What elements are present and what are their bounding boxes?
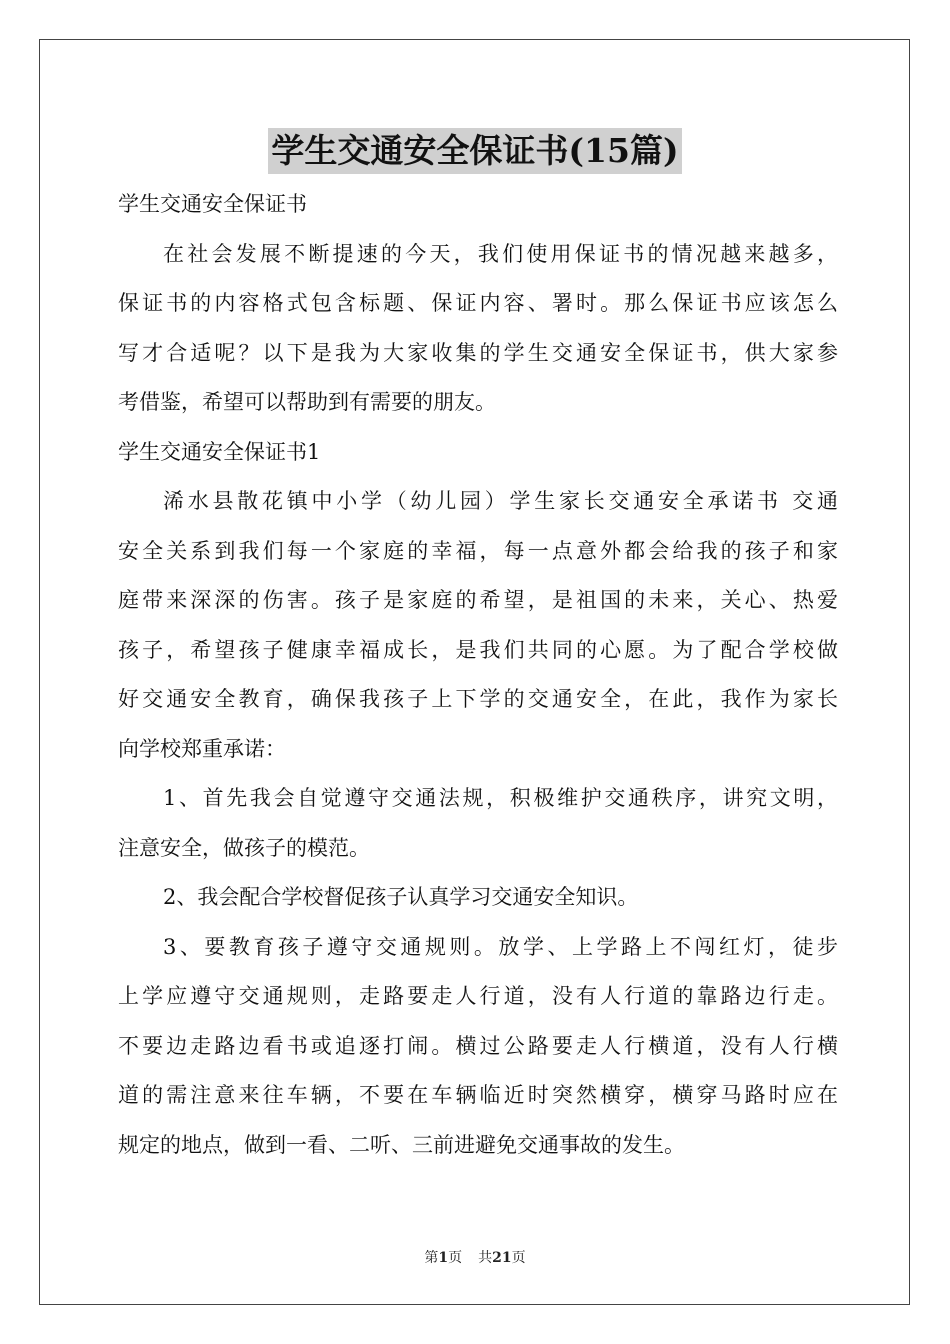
body-line: 浠水县散花镇中小学（幼儿园）学生家长交通安全承诺书 交通: [163, 489, 838, 513]
body-line: 道的需注意来往车辆，不要在车辆临近时突然横穿，横穿马路时应在: [118, 1083, 838, 1107]
body-line: 3、要教育孩子遵守交通规则。放学、上学路上不闯红灯，徒步: [163, 934, 838, 959]
body-line: 学生交通安全保证书1: [118, 439, 321, 464]
body-line: 在社会发展不断提速的今天，我们使用保证书的情况越来越多，: [163, 241, 838, 266]
page-total: 21: [492, 1250, 512, 1266]
page-footer: [0, 1248, 950, 1268]
body-line: 孩子，希望孩子健康幸福成长，是我们共同的心愿。为了配合学校做: [118, 637, 838, 662]
body-line: 上学应遵守交通规则，走路要走人行道，没有人行道的靠路边行走。: [118, 984, 838, 1008]
document-title: 学生交通安全保证书(15篇): [268, 128, 681, 174]
total-prefix: 共: [478, 1250, 493, 1266]
body-line: 写才合适呢？以下是我为大家收集的学生交通安全保证书，供大家参: [118, 340, 838, 365]
body-line: 考借鉴，希望可以帮助到有需要的朋友。: [118, 390, 496, 414]
body-line: 保证书的内容格式包含标题、保证内容、署时。那么保证书应该怎么: [118, 291, 838, 315]
body-line: 规定的地点，做到一看、二听、三前进避免交通事故的发生。: [118, 1132, 685, 1157]
page-current: 1: [438, 1250, 449, 1266]
title-container: [0, 128, 950, 174]
body-line: 庭带来深深的伤害。孩子是家庭的希望，是祖国的未来，关心、热爱: [118, 588, 838, 612]
page-prefix: 第: [424, 1250, 439, 1266]
body-line: 学生交通安全保证书: [118, 192, 307, 216]
total-suffix: 页: [511, 1250, 526, 1266]
body-line: 向学校郑重承诺：: [118, 736, 286, 761]
body-line: 好交通安全教育，确保我孩子上下学的交通安全，在此，我作为家长: [118, 687, 838, 711]
document-body: [118, 180, 838, 1170]
body-line: 1、首先我会自觉遵守交通法规，积极维护交通秩序，讲究文明，: [163, 786, 838, 810]
body-line: 注意安全，做孩子的模范。: [118, 835, 370, 860]
body-line: 安全关系到我们每一个家庭的幸福，每一点意外都会给我的孩子和家: [118, 538, 838, 563]
body-line: 不要边走路边看书或追逐打闹。横过公路要走人行横道，没有人行横: [118, 1033, 838, 1058]
body-line: 2、我会配合学校督促孩子认真学习交通安全知识。: [163, 885, 639, 909]
page-suffix: 页: [448, 1250, 463, 1266]
